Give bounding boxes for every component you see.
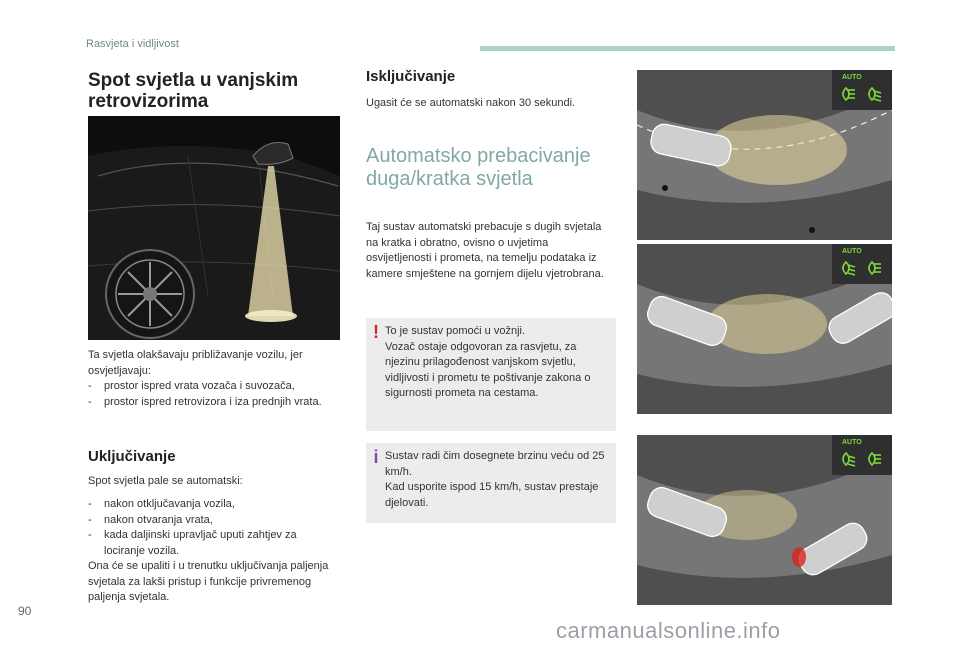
ukljucivanje-block [88, 497, 340, 606]
headlight-icons [838, 84, 888, 104]
intro-block [88, 348, 340, 410]
list-item: - prostor ispred vrata vozača i suvozača, [88, 379, 340, 395]
headlight-icons [838, 258, 888, 278]
title-line-2: retrovizorima [88, 91, 209, 112]
page-title [88, 70, 338, 112]
car-side-illustration [88, 116, 340, 340]
section-title: Rasvjeta i vidljivost [86, 38, 179, 50]
auto-label: AUTO [842, 439, 862, 446]
mirror-spotlight-photo [88, 116, 340, 340]
list-item: - prostor ispred retrovizora i iza prednjih vrata. [88, 395, 340, 411]
illustration-high-beam [637, 70, 892, 240]
auto-low-beam-indicator-2 [832, 435, 892, 475]
auto-beam-text: Taj sustav automatski prebacuje s dugih svjetala na kratka i obratno, ovisno o uvjetima osvijetljenosti i prometa, na temelju podataka iz kamere smještene na gornjem dijelu vjetrobrana. [366, 221, 604, 280]
warning-note-text: To je sustav pomoći u vožnji. Vozač ostaje odgovoran za rasvjetu, za njezinu prilagođenost vanjskom svjetlu, vidljivosti i prometu te poštivanje zakona o sigurnosti prometa na cestama. [385, 325, 591, 399]
headlight-icons [838, 449, 888, 469]
info-icon: i [373, 447, 379, 467]
illustration-oncoming [637, 244, 892, 414]
illustration-following [637, 435, 892, 605]
list-item: - nakon otključavanja vozila, [88, 497, 340, 513]
watermark: carmanualsonline.info [556, 618, 781, 643]
intro-text: Ta svjetla olakšavaju približavanje vozilu, jer osvjetljavaju: [88, 349, 303, 377]
ukljucivanje-heading: Uključivanje [88, 448, 176, 465]
info-note [366, 443, 616, 523]
auto-label: AUTO [842, 74, 862, 81]
header-bar [480, 46, 895, 51]
auto-beam-heading-line-1: Automatsko prebacivanje [366, 145, 591, 167]
iskljucivanje-heading: Isključivanje [366, 68, 456, 85]
title-line-1: Spot svjetla u vanjskim [88, 70, 299, 91]
ukljucivanje-outro: Ona će se upaliti i u trenutku uključivanja paljenja svjetala za lakši pristup i funkcije privremenog paljenja svjetala. [88, 560, 329, 603]
auto-low-beam-indicator [832, 244, 892, 284]
list-item: - nakon otvaranja vrata, [88, 513, 340, 529]
auto-high-beam-indicator [832, 70, 892, 110]
auto-beam-heading [366, 145, 626, 191]
auto-beam-heading-line-2: duga/kratka svjetla [366, 168, 533, 190]
ukljucivanje-intro: Spot svjetla pale se automatski: [88, 475, 243, 487]
page-number: 90 [18, 604, 32, 618]
warning-note [366, 318, 616, 431]
iskljucivanje-text: Ugasit će se automatski nakon 30 sekundi. [366, 97, 576, 109]
auto-label: AUTO [842, 248, 862, 255]
warning-icon: ! [373, 322, 379, 342]
info-note-text: Sustav radi čim dosegnete brzinu veću od 25 km/h. Kad usporite ispod 15 km/h, sustav prestaje djelovati. [385, 450, 605, 509]
list-item: - kada daljinski upravljač uputi zahtjev za lociranje vozila. [88, 528, 340, 559]
